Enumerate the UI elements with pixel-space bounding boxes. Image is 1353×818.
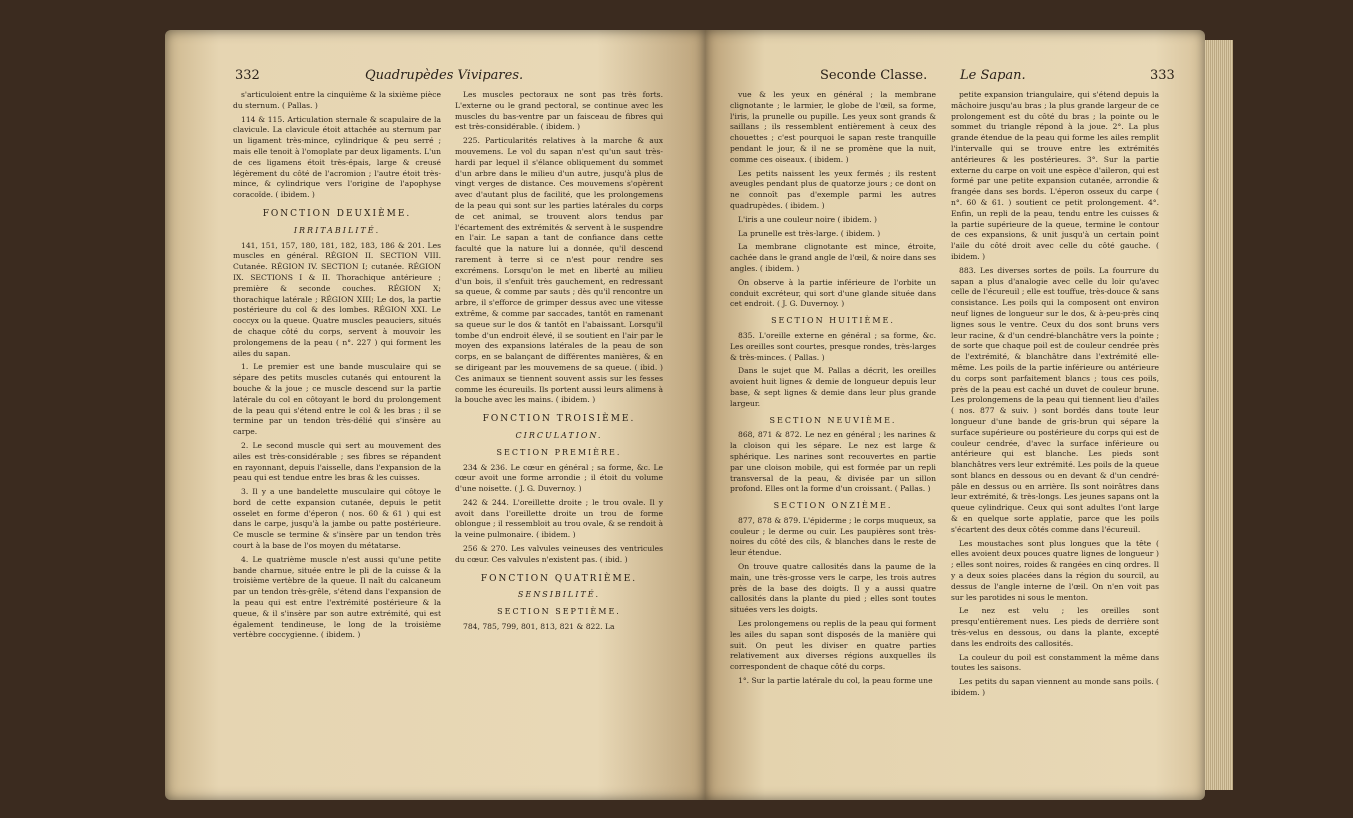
paragraph: Les prolongemens ou replis de la peau qui forment les ailes du sapan sont disposés de la manière qui suit. On peut les diviser en quatre parties relativement aux diverses régions auxquelles ils correspondent de chaque côté du corps.	[730, 619, 936, 672]
paragraph: 784, 785, 799, 801, 813, 821 & 822. La	[463, 622, 615, 632]
paragraph: 877, 878 & 879. L'épiderme ; le corps muqueux, sa couleur ; le derme ou cuir. Les paupières sont très-noires du côté des cils, & blanches dans le reste de leur étendue.	[730, 515, 936, 558]
paragraph: La prunelle est très-large. ( ibidem. )	[738, 228, 881, 238]
paragraph: 883. Les diverses sortes de poils. La fourrure du sapan a plus d'analogie avec celle du loir qu'avec celle de l'écureuil ; elle est touffue, très-douce & sans consistance. Les poils qui la composent ont environ neuf lignes de longueur sur le dos, & à-peu-près cinq lignes sous le ventre. Ceux du dos sont bruns vers leur racine, & d'un cendré-blanchâtre vers la pointe ; de sorte que chaque poil est de couleur cendrée près de l'extrémité, & blanchâtre dans l'extrémité elle-même. Les poils de la partie inférieure ou antérieure du corps sont parfaitement blancs ; tous ces poils, près de la peau est caché un duvet de couleur brune. Les prolongemens de la peau qui tiennent lieu d'ailes ( nos. 877 & suiv. ) sont bordés dans toute leur longueur d'une bande de gris-brun qui sépare la surface supérieure ou postérieure du corps qui est de couleur cendrée, d'avec la surface inférieure ou antérieure qui est blanche. Les pieds sont blanchâtres vers leur extrémité. Les poils de la queue sont blancs en dessous ou en devant & d'un cendré-pâle en dessus ou en arrière. Ils sont noirâtres dans leur extrémité, & très-longs. Les jeunes sapans ont la queue cylindrique. Ceux qui sont adultes l'ont large & en quelque sorte applatie, parce que les poils s'écartent des deux côtés comme dans l'écureuil.	[951, 265, 1159, 534]
section-heading: IRRITABILITÉ.	[293, 225, 381, 235]
section-heading: SECTION SEPTIÈME.	[497, 607, 621, 617]
left-column-2	[455, 90, 663, 790]
paragraph: 3. Il y a une bandelette musculaire qui côtoye le bord de cette expansion cutanée, depuis le petit osselet en forme d'éperon ( nos. 60 & 61 ) qui est dans le carpe, jusqu'à la jambe ou patte postérieure. Ce muscle se termine & s'insère par un tendon très court à la base de l'os moyen du métatarse.	[233, 487, 441, 551]
paragraph: 4. Le quatrième muscle n'est aussi qu'une petite bande charnue, située entre le pli de la cuisse & la troisième vertèbre de la queue. Il naît du calcaneum par un tendon très-grêle, s'étend dans l'expansion de la peau qui est entre l'extrémité postérieure & la queue, & il s'insère par son autre extrémité, qui est également tendineuse, le long de la troisième vertèbre coccygienne. ( ibidem. )	[233, 554, 441, 640]
right-column-2	[951, 90, 1159, 790]
section-heading: CIRCULATION.	[515, 430, 603, 440]
paragraph: 1°. Sur la partie latérale du col, la peau forme une	[738, 676, 933, 686]
right-page-number: 333	[1150, 68, 1175, 83]
paragraph: Le nez est velu ; les oreilles sont presqu'entièrement nues. Les pieds de derrière sont très-velus en dessous, ou dans la plante, excepté dans les endroits des callosités.	[951, 606, 1159, 648]
paragraph: 234 & 236. Le cœur en général ; sa forme, &c. Le cœur avoit une forme arrondie ; il étoit du volume d'une noisette. ( J. G. Duvernoy. )	[455, 462, 663, 494]
paragraph: La couleur du poil est constamment la même dans toutes les saisons.	[951, 652, 1159, 673]
section-heading: SENSIBILITÉ.	[517, 590, 601, 600]
paragraph: 835. L'oreille externe en général ; sa forme, &c. Les oreilles sont courtes, presque rondes, très-larges & très-minces. ( Pallas. )	[730, 330, 936, 362]
section-heading: FONCTION DEUXIÈME.	[262, 208, 412, 219]
paragraph: 242 & 244. L'oreillette droite ; le trou ovale. Il y avoit dans l'oreillette droite un trou de forme oblongue ; il ressembloit au trou ovale, & se rendoit à la veine pulmonaire. ( ibidem. )	[455, 497, 663, 540]
paragraph: Dans le sujet que M. Pallas a décrit, les oreilles avoient huit lignes & demie de longueur depuis leur base, & sept lignes & demie dans leur plus grande largeur.	[730, 366, 936, 408]
paragraph: 141, 151, 157, 180, 181, 182, 183, 186 & 201. Les muscles en général. RÉGION II. SECTION VIII. Cutanée. RÉGION IV. SECTION I; cutanée. RÉGION IX. SECTIONS I & II. Thorachique antérieure ; première & seconde couches. RÉGION X; thorachique latérale ; RÉGION XIII; Le dos, la partie postérieure du col & des lombes. RÉGION XXI. Le coccyx ou la queue. Quatre muscles peauciers, situés de chaque côté du corps, servent à mouvoir les prolongemens de la peau ( n°. 227 ) qui forment les ailes du sapan.	[233, 240, 441, 358]
right-column-1	[730, 90, 936, 790]
section-heading: FONCTION TROISIÈME.	[482, 414, 636, 425]
paragraph: vue & les yeux en général ; la membrane clignotante ; le larmier, le globe de l'œil, sa forme, l'iris, la prunelle ou pupille. Les yeux sont grands & saillans ; ils ressemblent entièrement à ceux des chouettes ; c'est pourquoi le sapan reste tranquille pendant le jour, & il ne se promène que la nuit, comme ces oiseaux. ( ibidem. )	[730, 90, 936, 164]
paragraph: petite expansion triangulaire, qui s'étend depuis la mâchoire jusqu'au bras ; la plus grande largeur de ce prolongement est du côté du bras ; la pointe ou le sommet du triangle répond à la joue. 2°. La plus grande étendue de la peau qui forme les ailes remplit l'intervalle qui se trouve entre les extrémités antérieures & les postérieures. 3°. Sur la partie externe du carpe on voit une espèce d'aileron, qui est formé par une petite expansion cutanée, arrondie & frangée dans ses bords. L'éperon osseux du carpe ( n°. 60 & 61. ) soutient ce petit prolongement. 4°. Enfin, un repli de la peau, tendu entre les cuisses & la partie supérieure de la queue, termine le contour de ces expansions, & unit jusqu'à un certain point l'aile du côté droit avec celle du côté gauche. ( ibidem. )	[951, 90, 1159, 261]
right-page	[705, 30, 1205, 800]
paragraph: L'iris a une couleur noire ( ibidem. )	[738, 214, 878, 224]
paragraph: 256 & 270. Les valvules veineuses des ventricules du cœur. Ces valvules n'existent pas. ( ibid. )	[455, 544, 663, 564]
left-running-title: Quadrupèdes Vivipares.	[365, 68, 524, 83]
section-heading: SECTION PREMIÈRE.	[496, 447, 622, 457]
paragraph: Les muscles pectoraux ne sont pas très forts. L'externe ou le grand pectoral, se continue avec les muscles du bas-ventre par un faisceau de fibres qui est très-considérable. ( ibidem. )	[455, 90, 663, 132]
paragraph: Les moustaches sont plus longues que la tête ( elles avoient deux pouces quatre lignes de longueur ) ; elles sont noires, roides & rangées en cinq ordres. Il y a deux soies placées dans la région du sourcil, au dessus de l'angle interne de l'œil. On n'en voit pas sur les parotides ni sous le menton.	[951, 538, 1159, 602]
page-edges	[1203, 40, 1233, 790]
left-column-1	[233, 90, 441, 790]
paragraph: 225. Particularités relatives à la marche & aux mouvemens. Le vol du sapan n'est qu'un saut très-hardi par lequel il s'élance obliquement du sommet d'un arbre dans le milieu d'un autre, jusqu'à plus de vingt verges de distance. Ces mouvemens s'opèrent avec d'autant plus de facilité, que les prolongemens de la peau qui sont sur les parties latérales du corps de cet animal, se trouvent alors tendus par l'écartement des extrémités & servent à le suspendre en l'air. Le sapan a tant de confiance dans cette faculté que la nature lui a donnée, qu'il descend rarement à terre si ce n'est pour rendre ses excrémens. Lorsqu'on le met en liberté au milieu d'un bois, il s'enfuit très gauchement, en redressant sa queue, & comme par sauts ; dès qu'il rencontre un arbre, il s'efforce de grimper dessus avec une vitesse extrême, & comme par saccades, tantôt en ramenant sa queue sur le dos & tantôt en l'abaissant. Lorsqu'il tombe d'un endroit élevé, il se soutient en l'air par le moyen des expansions latérales de la peau de son corps, en se balançant de différentes manières, & en se dirigeant par les mouvemens de sa queue. ( ibid. ) Ces animaux se tiennent souvent assis sur les fesses comme les écureuils. Ils portent aussi leurs alimens à la bouche avec les mains. ( ibidem. )	[455, 136, 663, 405]
section-heading: SECTION ONZIÈME.	[773, 501, 893, 511]
paragraph: On observe à la partie inférieure de l'orbite un conduit excréteur, qui sort d'une glande située dans cet endroit. ( J. G. Duvernoy. )	[730, 277, 936, 309]
paragraph: 2. Le second muscle qui sert au mouvement des ailes est très-considérable ; ses fibres se répandent en rayonnant, depuis l'aisselle, dans l'expansion de la peau qui est tendue entre les bras & les cuisses.	[233, 440, 441, 483]
section-heading: FONCTION QUATRIÈME.	[480, 573, 638, 584]
paragraph: 114 & 115. Articulation sternale & scapulaire de la clavicule. La clavicule étoit attachée au sternum par un ligament très-mince, cylindrique & peu serré ; mais elle tenoit à l'omoplate par deux ligaments. L'un de ces ligamens étoit très-épais, large & creusé légèrement du côté de l'acromion ; l'autre étoit très-mince, & cylindrique vers l'origine de l'apophyse coracoïde. ( ibidem. )	[233, 114, 441, 200]
paragraph: s'articuloient entre la cinquième & la sixième pièce du sternum. ( Pallas. )	[233, 90, 441, 110]
paragraph: La membrane clignotante est mince, étroite, cachée dans le grand angle de l'œil, & noire dans ses angles. ( ibidem. )	[730, 242, 936, 273]
paragraph: 1. Le premier est une bande musculaire qui se sépare des petits muscles cutanés qui entourent la bouche & la joue ; ce muscle descend sur la partie latérale du col en côtoyant le bord du prolongement de la peau qui s'étend entre le col & les bras ; il se termine par un tendon très-délié qui s'insère au carpe.	[233, 362, 441, 437]
paragraph: Les petits naissent les yeux fermés ; ils restent aveugles pendant plus de quatorze jours ; ce dont on ne connoît pas d'exemple parmi les autres quadrupèdes. ( ibidem. )	[730, 168, 936, 210]
right-running-title-name: Le Sapan.	[960, 68, 1026, 83]
paragraph: Les petits du sapan viennent au monde sans poils. ( ibidem. )	[951, 677, 1159, 698]
section-heading: SECTION HUITIÈME.	[771, 316, 895, 326]
right-running-title-class: Seconde Classe.	[820, 68, 928, 83]
section-heading: SECTION NEUVIÈME.	[769, 415, 897, 425]
left-page	[165, 30, 705, 800]
paragraph: 868, 871 & 872. Le nez en général ; les narines & la cloison qui les sépare. Le nez est large & sphérique. Les narines sont recouvertes en partie par une cloison mobile, qui est formée par un repli transversal de la peau, & divisée par un sillon profond. Elles ont la forme d'un croissant. ( Pallas. )	[730, 430, 936, 494]
paragraph: On trouve quatre callosités dans la paume de la main, une très-grosse vers le carpe, les trois autres près de la base des doigts. Il y a aussi quatre callosités dans la plante du pied ; elles sont toutes situées vers les doigts.	[730, 562, 936, 615]
left-page-number: 332	[235, 68, 260, 83]
